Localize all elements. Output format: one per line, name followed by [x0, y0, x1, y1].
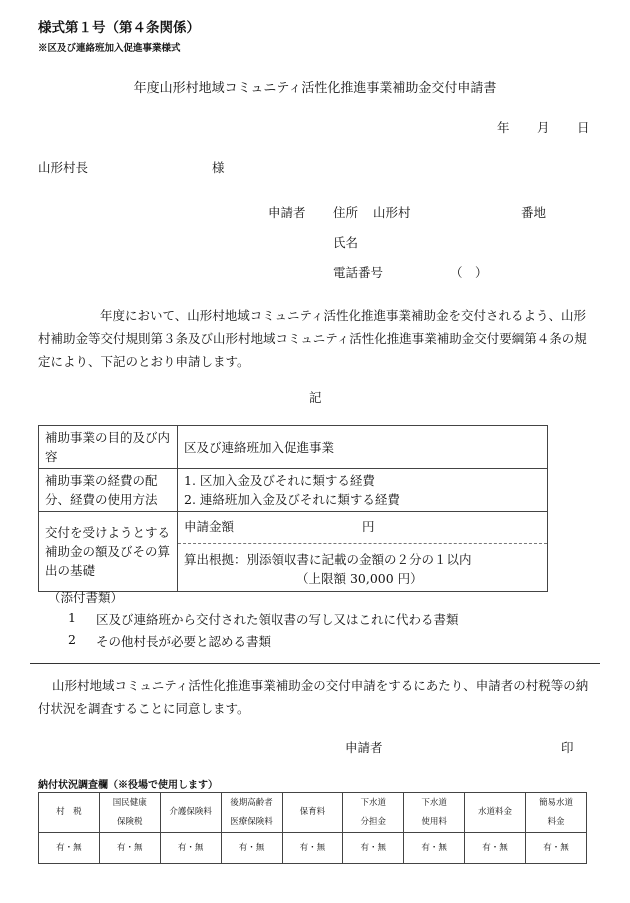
check-value-4[interactable]: 有・無: [282, 833, 343, 864]
name-label: 氏名: [333, 235, 359, 250]
check-header-line: 後期高齢者: [230, 797, 273, 808]
addressee-name: 山形村長: [38, 160, 89, 175]
attachment-2-no: 2: [68, 632, 76, 647]
date-day: 日: [577, 120, 590, 135]
check-value-2[interactable]: 有・無: [160, 833, 221, 864]
check-header-line: 国民健康: [112, 797, 147, 808]
sub-note: ※区及び連絡班加入促進事業様式: [38, 43, 181, 54]
check-title-note: （※役場で使用します）: [108, 780, 218, 791]
check-value-8[interactable]: 有・無: [526, 833, 587, 864]
addressee-honorific: 様: [212, 160, 225, 175]
check-header-line: 下水道: [421, 797, 447, 808]
check-header-2: [160, 793, 221, 833]
check-header-3: [221, 793, 282, 833]
consent-applicant-label: 申請者: [345, 740, 383, 755]
amount-label: 交付を受けようとする補助金の額及びその算出の基礎: [39, 512, 178, 592]
check-value-0[interactable]: 有・無: [39, 833, 100, 864]
check-header-line: 料金: [547, 816, 565, 827]
calculation-basis: 算出根拠：別添領収書に記載の金額の２分の１以内: [184, 552, 472, 567]
date-year: 年: [497, 120, 510, 135]
payment-check-table: [38, 792, 587, 864]
check-title: 納付状況調査欄（※役場で使用します）: [38, 780, 218, 791]
attachment-1-no: 1: [68, 610, 76, 625]
check-value-3[interactable]: 有・無: [221, 833, 282, 864]
form-number: 様式第１号（第４条関係）: [38, 20, 200, 36]
phone-paren: （ ）: [450, 265, 488, 280]
check-header-8: [526, 793, 587, 833]
body-paragraph: 年度において、山形村地域コミュニティ活性化推進事業補助金を交付されるよう、山形村補助金等交付規則第３条及び山形村地域コミュニティ活性化推進事業補助金交付要綱第４条の規定により、下記のとおり申請します。: [38, 308, 587, 369]
application-table: [38, 425, 548, 592]
section-divider: [30, 663, 600, 664]
attachments-heading: （添付書類）: [48, 590, 124, 605]
attachment-1: 区及び連絡班から交付された領収書の写し又はこれに代わる書類: [96, 612, 459, 627]
check-header-line: 分担金: [360, 816, 387, 827]
check-value-1[interactable]: 有・無: [99, 833, 160, 864]
check-header-7: [465, 793, 526, 833]
check-header-5: [343, 793, 404, 833]
check-header-line: 保険税: [117, 816, 143, 827]
check-header-line: 介護保険料: [169, 807, 212, 817]
check-header-line: 村 税: [56, 807, 82, 817]
expense-item-2: 2. 連絡班加入金及びそれに類する経費: [184, 492, 400, 507]
purpose-label: 補助事業の目的及び内容: [39, 426, 178, 469]
upper-limit: （上限額 30,000 円）: [296, 571, 423, 586]
seal-mark: 印: [561, 740, 574, 755]
address-village: 山形村: [373, 205, 411, 220]
check-header-1: [99, 793, 160, 833]
document-title: 年度山形村地域コミュニティ活性化推進事業補助金交付申請書: [133, 81, 497, 96]
amount-field-label: 申請金額: [184, 519, 235, 534]
check-value-7[interactable]: 有・無: [465, 833, 526, 864]
check-header-line: 水道料金: [478, 807, 513, 817]
check-header-line: 保育料: [299, 807, 326, 817]
applicant-label: 申請者: [268, 205, 306, 220]
attachment-2: その他村長が必要と認める書類: [96, 634, 272, 649]
check-header-line: 使用料: [421, 816, 447, 827]
ki-heading: 記: [309, 390, 322, 405]
phone-label: 電話番号: [333, 265, 384, 280]
address-suffix: 番地: [521, 205, 547, 220]
check-header-line: 医療保険料: [230, 816, 273, 827]
consent-paragraph: 山形村地域コミュニティ活性化推進事業補助金の交付申請をするにあたり、申請者の村税等の納付状況を調査することに同意します。: [38, 678, 589, 716]
check-header-0: [39, 793, 100, 833]
amount-unit: 円: [362, 519, 375, 534]
check-header-4: [282, 793, 343, 833]
check-header-line: 下水道: [360, 797, 387, 808]
amount-row: [178, 513, 547, 544]
expense-label: 補助事業の経費の配分、経費の使用方法: [39, 469, 178, 512]
expense-item-1: 1. 区加入金及びそれに類する経費: [184, 473, 375, 488]
date-month: 月: [537, 120, 550, 135]
check-value-6[interactable]: 有・無: [404, 833, 465, 864]
check-header-line: 簡易水道: [538, 797, 573, 808]
check-value-5[interactable]: 有・無: [343, 833, 404, 864]
check-header-6: [404, 793, 465, 833]
purpose-value: 区及び連絡班加入促進事業: [178, 426, 548, 469]
address-label: 住所: [333, 205, 359, 220]
